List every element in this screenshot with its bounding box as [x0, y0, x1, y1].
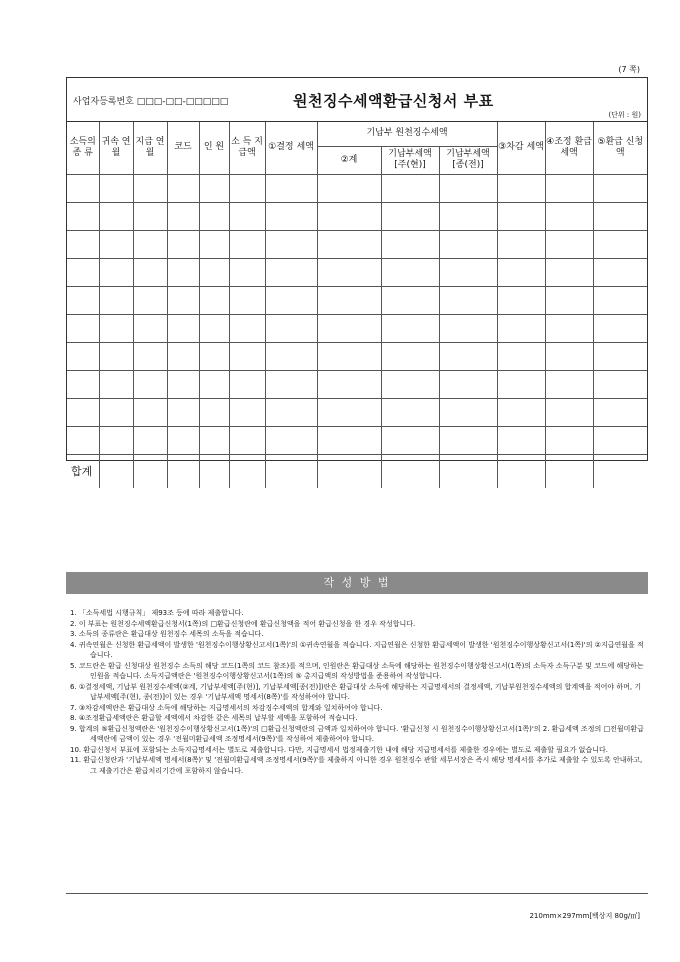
- table-cell[interactable]: [67, 398, 99, 426]
- table-cell[interactable]: [229, 314, 265, 342]
- table-cell[interactable]: [133, 314, 167, 342]
- table-cell[interactable]: [317, 426, 381, 454]
- instruction-item: 4. 귀속연월은 신청한 환급세액이 발생한 '원천징수이행상황신고서(1쪽)'의 ①귀속연월을 적습니다. 지급연월은 신청한 환급세액이 발생한 '원천징수이행상황신고서(1쪽)'의 ②지급연월을 적습니다.: [70, 640, 644, 659]
- header-income-type: 소득의 종 류: [67, 122, 99, 174]
- table-cell[interactable]: [317, 174, 381, 202]
- table-cell[interactable]: [229, 398, 265, 426]
- table-cell[interactable]: [265, 398, 317, 426]
- table-cell[interactable]: [229, 370, 265, 398]
- header-headcount: 인 원: [199, 122, 229, 174]
- table-cell[interactable]: [381, 174, 439, 202]
- table-cell[interactable]: [381, 426, 439, 454]
- table-cell[interactable]: [167, 314, 199, 342]
- table-cell[interactable]: [317, 202, 381, 230]
- table-row: [67, 370, 647, 398]
- table-cell[interactable]: [381, 202, 439, 230]
- table-row: [67, 398, 647, 426]
- header-income-paid: 소 득 지급액: [229, 122, 265, 174]
- table-cell[interactable]: [593, 258, 647, 286]
- table-cell[interactable]: [99, 286, 133, 314]
- table-cell[interactable]: [381, 286, 439, 314]
- table-cell[interactable]: [167, 174, 199, 202]
- refund-table: [67, 122, 647, 488]
- table-cell[interactable]: [265, 286, 317, 314]
- table-cell[interactable]: [133, 258, 167, 286]
- table-cell[interactable]: [99, 230, 133, 258]
- table-cell[interactable]: [67, 426, 99, 454]
- table-cell[interactable]: [229, 258, 265, 286]
- header-attribution-month: 귀속 연월: [99, 122, 133, 174]
- table-cell[interactable]: [497, 398, 545, 426]
- table-cell[interactable]: [199, 202, 229, 230]
- table-cell[interactable]: [593, 314, 647, 342]
- table-cell[interactable]: [167, 370, 199, 398]
- table-cell[interactable]: [497, 342, 545, 370]
- instruction-item: 3. 소득의 종류란은 환급대상 원천징수 세목의 소득을 적습니다.: [70, 630, 264, 638]
- table-cell[interactable]: [381, 342, 439, 370]
- table-cell[interactable]: [99, 454, 133, 488]
- table-cell[interactable]: [167, 286, 199, 314]
- table-cell[interactable]: [133, 426, 167, 454]
- header-prepaid-current: 기납부세액 [주(현)]: [381, 146, 439, 174]
- table-cell[interactable]: [545, 202, 593, 230]
- table-cell[interactable]: [167, 342, 199, 370]
- table-cell[interactable]: [497, 230, 545, 258]
- table-cell[interactable]: [497, 174, 545, 202]
- table-cell[interactable]: [593, 286, 647, 314]
- table-cell[interactable]: [439, 174, 497, 202]
- table-cell[interactable]: [167, 202, 199, 230]
- table-cell[interactable]: [381, 454, 439, 488]
- table-cell[interactable]: [317, 454, 381, 488]
- table-cell[interactable]: [593, 342, 647, 370]
- page-number: (7 쪽): [618, 65, 640, 74]
- table-cell[interactable]: [497, 370, 545, 398]
- table-cell[interactable]: [167, 454, 199, 488]
- form-header: [67, 78, 647, 122]
- table-cell[interactable]: [99, 426, 133, 454]
- header-prepaid-total: ②계: [317, 146, 381, 174]
- table-row: [67, 342, 647, 370]
- table-cell[interactable]: [133, 174, 167, 202]
- table-cell[interactable]: [439, 454, 497, 488]
- table-cell[interactable]: [593, 454, 647, 488]
- instructions-list: [70, 608, 644, 776]
- table-cell[interactable]: [67, 342, 99, 370]
- table-cell[interactable]: [439, 342, 497, 370]
- table-cell[interactable]: [99, 370, 133, 398]
- table-cell[interactable]: [381, 258, 439, 286]
- table-cell[interactable]: [439, 370, 497, 398]
- total-row: [67, 454, 647, 488]
- table-cell[interactable]: [593, 202, 647, 230]
- total-label: 합계: [67, 454, 99, 488]
- table-cell[interactable]: [99, 258, 133, 286]
- table-cell[interactable]: [67, 202, 99, 230]
- refund-form: [66, 77, 648, 478]
- instruction-item: 10. 환급신청서 부표에 포함되는 소득지급명세서는 별도로 제출합니다. 다만, 지급명세서 법정제출기한 내에 해당 지급명세서를 제출한 경우에는 별도로 제출할 필요가 없습니다.: [70, 745, 608, 754]
- table-cell[interactable]: [497, 258, 545, 286]
- table-cell[interactable]: [67, 174, 99, 202]
- business-registration-number: 사업자등록번호 □□□-□□-□□□□□: [73, 97, 229, 107]
- header-prepaid-previous: 기납부세액 [종(전)]: [439, 146, 497, 174]
- table-cell[interactable]: [317, 230, 381, 258]
- header-payment-month: 지급 연월: [133, 122, 167, 174]
- form-title: 원천징수세액환급신청서 부표: [293, 92, 494, 110]
- table-cell[interactable]: [439, 426, 497, 454]
- table-cell[interactable]: [167, 398, 199, 426]
- table-cell[interactable]: [317, 258, 381, 286]
- table-cell[interactable]: [229, 202, 265, 230]
- table-row: [67, 286, 647, 314]
- table-cell[interactable]: [593, 174, 647, 202]
- table-cell[interactable]: [439, 398, 497, 426]
- table-cell[interactable]: [381, 398, 439, 426]
- table-cell[interactable]: [229, 230, 265, 258]
- table-cell[interactable]: [497, 314, 545, 342]
- table-cell[interactable]: [265, 426, 317, 454]
- table-cell[interactable]: [265, 202, 317, 230]
- table-row: [67, 202, 647, 230]
- header-determined-tax: ①결정 세액: [265, 122, 317, 174]
- footer-divider: [66, 893, 648, 894]
- instruction-item: 1. 「소득세법 시행규칙」 제93조 등에 따라 제출합니다.: [70, 609, 244, 617]
- table-cell[interactable]: [67, 314, 99, 342]
- table-cell[interactable]: [593, 370, 647, 398]
- table-cell[interactable]: [593, 426, 647, 454]
- table-cell[interactable]: [317, 314, 381, 342]
- table-cell[interactable]: [133, 454, 167, 488]
- table-cell[interactable]: [545, 230, 593, 258]
- table-cell[interactable]: [99, 202, 133, 230]
- table-cell[interactable]: [317, 370, 381, 398]
- table-cell[interactable]: [167, 426, 199, 454]
- instruction-item: 11. 환급신청란과 '기납부세액 명세서(8쪽)' 및 '전월미환급세액 조정명세서(9쪽)'를 제출하지 아니한 경우 원천징수 관할 세무서장은 즉시 해당 명세서를 추가로 제출할 수 있도록 안내하고, 그 제출기간은 환급처리기간에 포함하지 않습니다.: [70, 756, 643, 775]
- table-cell[interactable]: [133, 398, 167, 426]
- table-cell[interactable]: [381, 370, 439, 398]
- table-cell[interactable]: [265, 370, 317, 398]
- table-cell[interactable]: [265, 174, 317, 202]
- table-cell[interactable]: [67, 230, 99, 258]
- table-row: [67, 174, 647, 202]
- table-cell[interactable]: [67, 286, 99, 314]
- instruction-item: 5. 코드란은 환급 신청대상 원천징수 소득의 해당 코드(1쪽의 코드 참조)를 적으며, 인원란은 환급대상 소득에 해당하는 원천징수이행상황신고서(1쪽)의 소득자 소득구분 및 코드에 해당하는 인원을 적습니다. 소득지급액란은 '원천징수이행상황신고서(1쪽)의 ⑤ 총지급액의 작성방법을 준용하여 작성합니다.: [70, 661, 644, 680]
- paper-size-label: 210mm×297mm[백상지 80g/㎡]: [529, 912, 640, 920]
- table-cell[interactable]: [545, 286, 593, 314]
- table-cell[interactable]: [545, 314, 593, 342]
- table-cell[interactable]: [199, 174, 229, 202]
- table-cell[interactable]: [439, 258, 497, 286]
- table-cell[interactable]: [265, 230, 317, 258]
- table-cell[interactable]: [317, 398, 381, 426]
- table-cell[interactable]: [317, 342, 381, 370]
- table-cell[interactable]: [229, 342, 265, 370]
- table-cell[interactable]: [439, 314, 497, 342]
- table-cell[interactable]: [199, 258, 229, 286]
- table-cell[interactable]: [381, 230, 439, 258]
- table-cell[interactable]: [133, 342, 167, 370]
- instructions-title: 작 성 방 법: [66, 572, 648, 594]
- table-cell[interactable]: [133, 202, 167, 230]
- table-cell[interactable]: [229, 454, 265, 488]
- table-row: [67, 314, 647, 342]
- table-row: [67, 230, 647, 258]
- table-cell[interactable]: [545, 398, 593, 426]
- table-cell[interactable]: [133, 230, 167, 258]
- instruction-item: 7. ③차감세액란은 환급대상 소득에 해당하는 지급명세서의 차감징수세액의 합계와 일치하여야 합니다.: [70, 703, 383, 712]
- table-row: [67, 258, 647, 286]
- table-cell[interactable]: [229, 426, 265, 454]
- table-cell[interactable]: [439, 230, 497, 258]
- table-cell[interactable]: [593, 230, 647, 258]
- table-cell[interactable]: [265, 454, 317, 488]
- instruction-item: 6. ①결정세액, 기납부 원천징수세액(②계, 기납부세액[주(현)], 기납부세액[종(전)])란은 환급대상 소득에 해당하는 지급명세서의 결정세액, 기납부원천징수세액의 합계액을 적어야 하며, 기납부세액[주(현), 종(전)]이 있는 경우 '기납부세액 명세서(8쪽)'를 작성하여야 합니다.: [70, 682, 642, 701]
- header-prepaid-withholding: 기납부 원천징수세액: [317, 122, 497, 146]
- table-cell[interactable]: [545, 454, 593, 488]
- unit-label: (단위 : 원): [608, 111, 641, 119]
- table-cell[interactable]: [133, 286, 167, 314]
- table-cell[interactable]: [545, 370, 593, 398]
- table-cell[interactable]: [265, 314, 317, 342]
- table-cell[interactable]: [133, 370, 167, 398]
- table-cell[interactable]: [265, 342, 317, 370]
- header-deducted-tax: ③차감 세액: [497, 122, 545, 174]
- table-cell[interactable]: [99, 398, 133, 426]
- table-cell[interactable]: [99, 342, 133, 370]
- table-cell[interactable]: [593, 398, 647, 426]
- table-cell[interactable]: [545, 342, 593, 370]
- table-cell[interactable]: [381, 314, 439, 342]
- instruction-item: 9. 합계의 ⑤환급신청액란은 '원천징수이행상황신고서(1쪽)'의 □환급신청액란의 금액과 일치하여야 합니다. '환급신청 시 원천징수이행상황신고서(1쪽)'의 2. 환급세액 조정의 □전월미환급세액란에 금액이 있는 경우 '전월미환급세액 조정명세서(9쪽)'를 작성하여 제출하여야 합니다.: [70, 724, 644, 743]
- table-cell[interactable]: [265, 258, 317, 286]
- table-cell[interactable]: [199, 454, 229, 488]
- header-refund-request: ⑤환급 신청액: [593, 122, 647, 174]
- table-cell[interactable]: [199, 230, 229, 258]
- table-row: [67, 426, 647, 454]
- table-cell[interactable]: [229, 286, 265, 314]
- table-cell[interactable]: [67, 258, 99, 286]
- table-cell[interactable]: [167, 230, 199, 258]
- table-cell[interactable]: [497, 454, 545, 488]
- header-adjusted-refund: ④조정 환급 세액: [545, 122, 593, 174]
- table-cell[interactable]: [229, 174, 265, 202]
- table-cell[interactable]: [439, 202, 497, 230]
- table-cell[interactable]: [439, 286, 497, 314]
- table-cell[interactable]: [497, 426, 545, 454]
- table-cell[interactable]: [199, 398, 229, 426]
- table-cell[interactable]: [199, 286, 229, 314]
- table-cell[interactable]: [199, 314, 229, 342]
- table-cell[interactable]: [199, 342, 229, 370]
- table-cell[interactable]: [99, 174, 133, 202]
- table-cell[interactable]: [497, 202, 545, 230]
- table-cell[interactable]: [317, 286, 381, 314]
- header-code: 코드: [167, 122, 199, 174]
- table-cell[interactable]: [497, 286, 545, 314]
- table-cell[interactable]: [199, 370, 229, 398]
- instruction-item: 8. ④조정환급세액란은 환급할 세액에서 차감한 같은 세목의 납부할 세액을 포함하여 적습니다.: [70, 714, 358, 722]
- table-cell[interactable]: [545, 258, 593, 286]
- table-cell[interactable]: [167, 258, 199, 286]
- table-cell[interactable]: [199, 426, 229, 454]
- table-cell[interactable]: [545, 426, 593, 454]
- table-cell[interactable]: [545, 174, 593, 202]
- table-cell[interactable]: [99, 314, 133, 342]
- table-cell[interactable]: [67, 370, 99, 398]
- instruction-item: 2. 이 부표는 원천징수세액환급신청서(1쪽)의 □환급신청란에 환급신청액을 적어 환급신청을 한 경우 작성합니다.: [70, 619, 416, 628]
